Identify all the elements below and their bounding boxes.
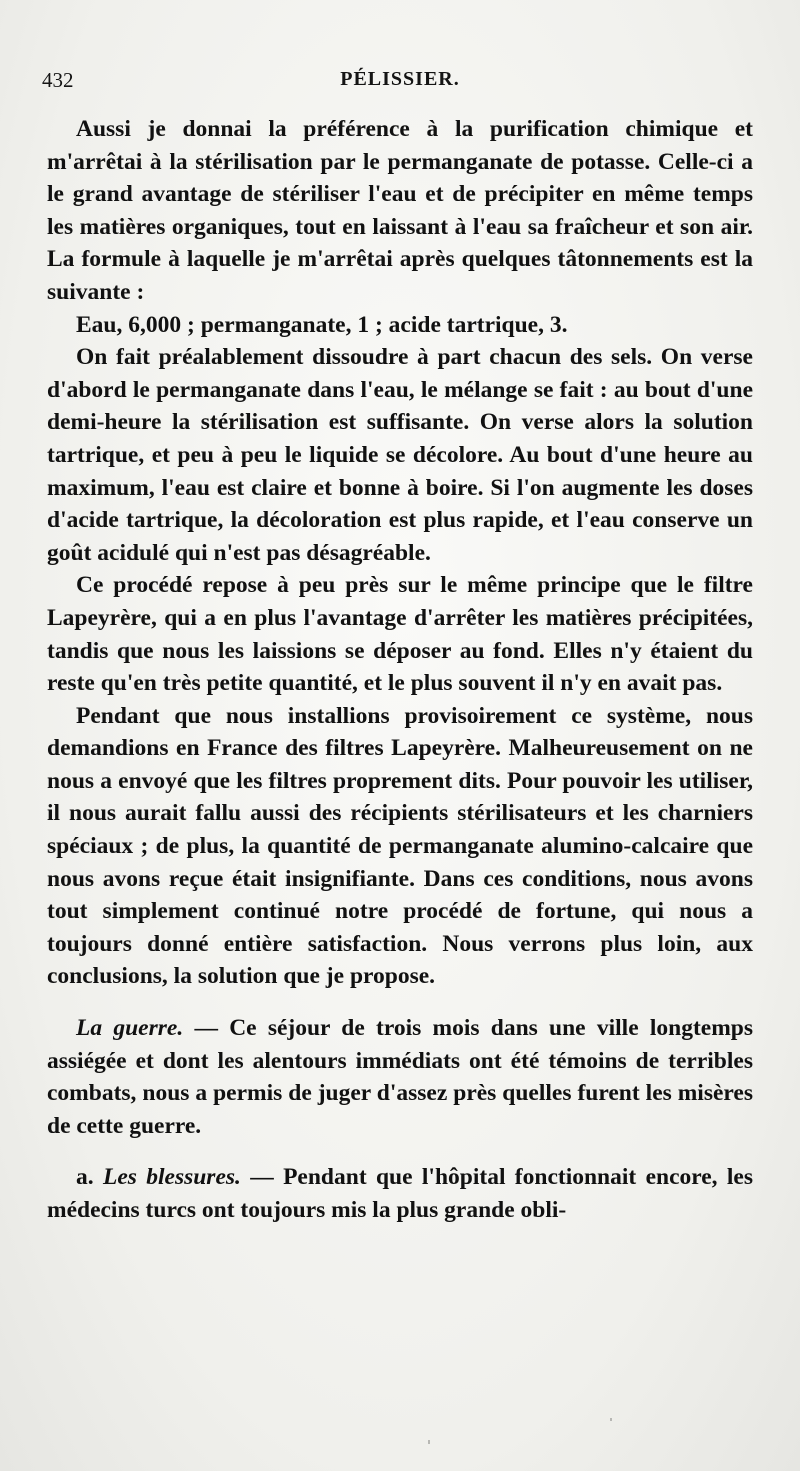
- section-paragraph: [47, 1161, 753, 1226]
- section-prefix: a.: [76, 1164, 103, 1191]
- section-paragraph: [47, 1012, 753, 1142]
- page-header: [42, 68, 758, 98]
- paragraph: Ce procédé repose à peu près sur le même principe que le filtre Lapeyrère, qui a en plus l'avantage d'arrêter les matières précipitées, tandis que nous les laissions se déposer au fond. Elles n'y étaient du reste qu'en très petite quantité, et le plus souvent il n'y en avait pas.: [47, 572, 753, 697]
- scan-speck: [428, 1440, 430, 1444]
- section-dash: —: [183, 1015, 230, 1042]
- scan-speck: [610, 1418, 612, 1421]
- section-text: Pendant que l'hôpital fonctionnait encore, les médecins turcs ont toujours mis la plus grande obli-: [47, 1164, 753, 1223]
- section-heading: La guerre.: [76, 1015, 184, 1042]
- paragraph: On fait préalablement dissoudre à part chacun des sels. On verse d'abord le permanganate dans l'eau, le mélange se fait : au bout d'une demi-heure la stérilisation est suffisante. On verse alors la solution tartrique, et peu à peu le liquide se décolore. Au bout d'une heure au maximum, l'eau est claire et bonne à boire. Si l'on augmente les doses d'acide tartrique, la décoloration est plus rapide, et l'eau conserve un goût acidulé qui n'est pas désagréable.: [47, 344, 753, 566]
- body-text: [47, 113, 753, 1227]
- paragraph: Pendant que nous installions provisoirement ce système, nous demandions en France des filtres Lapeyrère. Malheureusement on ne nous a envoyé que les filtres proprement dits. Pour pouvoir les utiliser, il nous aurait fallu aussi des récipients stérilisateurs et les charniers spéciaux ; de plus, la quantité de permanganate alumino-calcaire que nous avons reçue était insignifiante. Dans ces conditions, nous avons tout simplement continué notre procédé de fortune, qui nous a toujours donné entière satisfaction. Nous verrons plus loin, aux conclusions, la solution que je propose.: [47, 702, 753, 990]
- section-text: Ce séjour de trois mois dans une ville longtemps assiégée et dont les alentours immédiats ont été témoins de terribles combats, nous a permis de juger d'assez près quelles furent les misères de cette guerre.: [47, 1015, 754, 1139]
- section-dash: —: [240, 1164, 284, 1191]
- section-heading: Les blessures.: [102, 1164, 241, 1191]
- page-number: 432: [42, 68, 74, 92]
- paragraph-formula: Eau, 6,000 ; permanganate, 1 ; acide tartrique, 3.: [76, 311, 568, 338]
- running-head: PÉLISSIER.: [340, 68, 460, 90]
- paragraph: Aussi je donnai la préférence à la purification chimique et m'arrêtai à la stérilisation par le permanganate de potasse. Celle-ci a le grand avantage de stériliser l'eau et de précipiter en même temps les matières organiques, tout en laissant à l'eau sa fraîcheur et son air. La formule à laquelle je m'arrêtai après quelques tâtonnements est la suivante :: [47, 116, 753, 305]
